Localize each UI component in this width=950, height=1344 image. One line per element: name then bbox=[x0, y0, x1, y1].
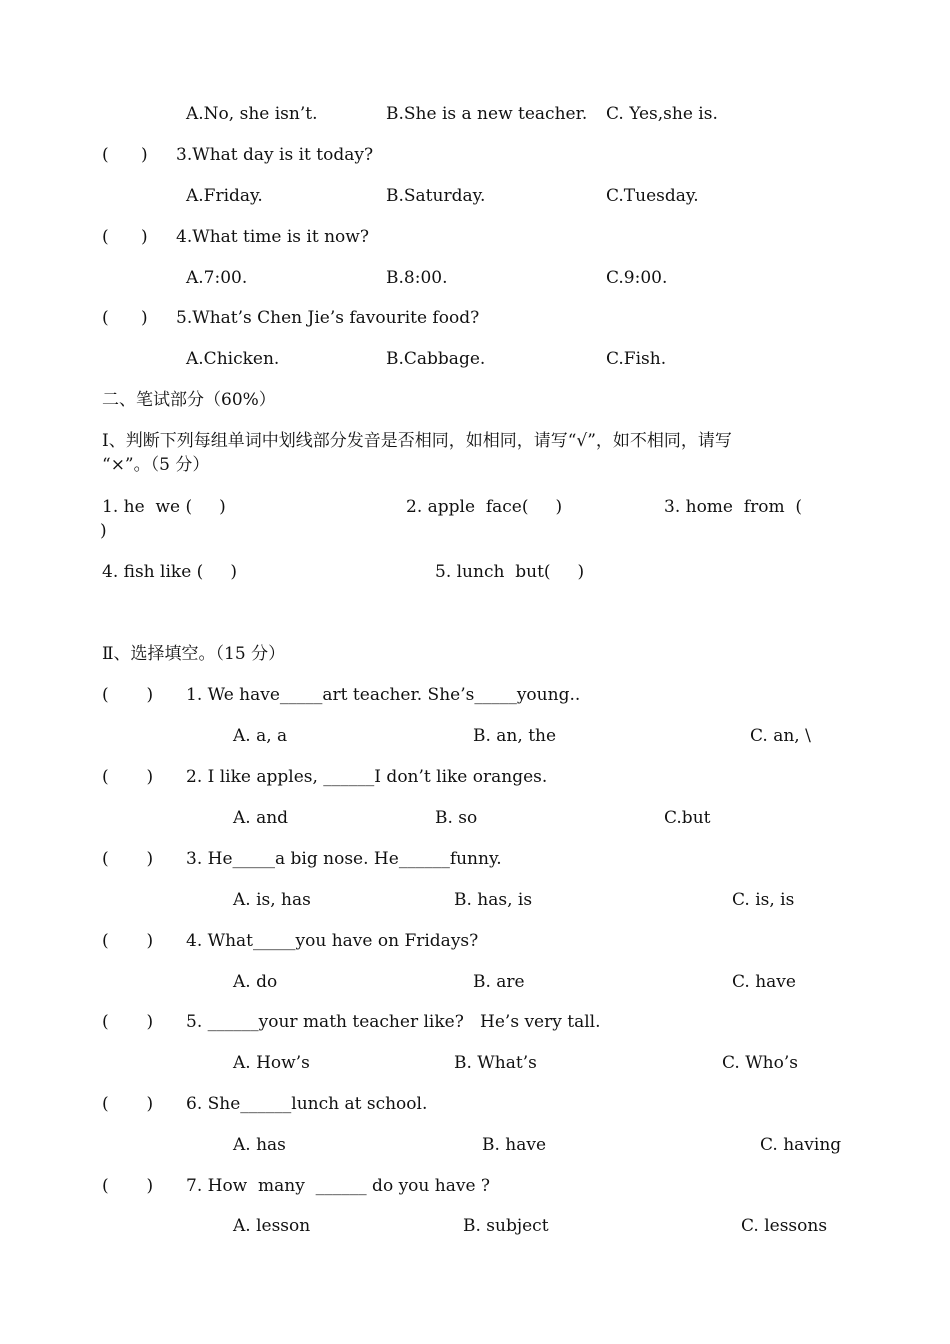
l-q2-option-a: A.No, she isn’t. bbox=[186, 104, 318, 124]
part1-item-4: 4. fish like ( ) bbox=[102, 562, 237, 582]
p2-q5-paren: ( ) bbox=[102, 1012, 154, 1032]
l-q4-option-a: A.7:00. bbox=[186, 268, 248, 288]
p2-q2-paren: ( ) bbox=[102, 767, 154, 787]
l-q2-option-b: B.She is a new teacher. bbox=[386, 104, 588, 124]
l-q3-option-a: A.Friday. bbox=[186, 186, 263, 206]
p2-q4-paren: ( ) bbox=[102, 931, 154, 951]
p2-q3-option-c: C. is, is bbox=[732, 890, 795, 910]
p2-q7-option-b: B. subject bbox=[463, 1216, 549, 1236]
p2-q7-question: 7. How many ______ do you have ? bbox=[186, 1176, 491, 1196]
l-q4-paren: ( ) bbox=[102, 227, 148, 247]
part1-item-2: 2. apple face( ) bbox=[406, 497, 563, 517]
written-section-heading: 二、笔试部分（60%） bbox=[102, 390, 276, 410]
l-q5-paren: ( ) bbox=[102, 308, 148, 328]
p2-q3-option-a: A. is, has bbox=[233, 890, 311, 910]
part1-item-5: 5. lunch but( ) bbox=[435, 562, 585, 582]
l-q3-option-c: C.Tuesday. bbox=[606, 186, 699, 206]
p2-q2-question: 2. I like apples, ______I don’t like oranges. bbox=[186, 767, 548, 787]
l-q4-question: 4.What time is it now? bbox=[176, 227, 369, 247]
p2-q2-option-a: A. and bbox=[233, 808, 289, 828]
p2-q4-option-b: B. are bbox=[473, 972, 525, 992]
p2-q3-paren: ( ) bbox=[102, 849, 154, 869]
l-q5-option-c: C.Fish. bbox=[606, 349, 667, 369]
l-q4-option-b: B.8:00. bbox=[386, 268, 448, 288]
l-q3-option-b: B.Saturday. bbox=[386, 186, 486, 206]
l-q2-option-c: C. Yes,she is. bbox=[606, 104, 718, 124]
p2-q6-option-c: C. having bbox=[760, 1135, 842, 1155]
p2-q1-option-c: C. an, \ bbox=[750, 726, 811, 746]
part1-instruction-line2: “×”。（5 分） bbox=[102, 455, 210, 475]
p2-q6-paren: ( ) bbox=[102, 1094, 154, 1114]
p2-q5-option-a: A. How’s bbox=[233, 1053, 310, 1073]
l-q5-option-a: A.Chicken. bbox=[186, 349, 280, 369]
part1-item-3-close: ) bbox=[100, 521, 107, 541]
p2-q5-option-c: C. Who’s bbox=[722, 1053, 798, 1073]
p2-q6-option-b: B. have bbox=[482, 1135, 547, 1155]
part1-item-3: 3. home from ( bbox=[664, 497, 803, 517]
part2-heading: Ⅱ、选择填空。（15 分） bbox=[102, 644, 286, 664]
p2-q1-question: 1. We have_____art teacher. She’s_____young.. bbox=[186, 685, 581, 705]
l-q5-question: 5.What’s Chen Jie’s favourite food? bbox=[176, 308, 480, 328]
p2-q2-option-c: C.but bbox=[664, 808, 711, 828]
p2-q2-option-b: B. so bbox=[435, 808, 478, 828]
l-q5-option-b: B.Cabbage. bbox=[386, 349, 486, 369]
p2-q4-question: 4. What_____you have on Fridays? bbox=[186, 931, 479, 951]
p2-q1-option-a: A. a, a bbox=[233, 726, 288, 746]
l-q3-question: 3.What day is it today? bbox=[176, 145, 374, 165]
p2-q5-option-b: B. What’s bbox=[454, 1053, 537, 1073]
l-q3-paren: ( ) bbox=[102, 145, 148, 165]
p2-q7-paren: ( ) bbox=[102, 1176, 154, 1196]
l-q4-option-c: C.9:00. bbox=[606, 268, 668, 288]
p2-q7-option-c: C. lessons bbox=[741, 1216, 828, 1236]
p2-q1-paren: ( ) bbox=[102, 685, 154, 705]
part1-item-1: 1. he we ( ) bbox=[102, 497, 226, 517]
p2-q6-option-a: A. has bbox=[233, 1135, 286, 1155]
p2-q6-question: 6. She______lunch at school. bbox=[186, 1094, 428, 1114]
p2-q5-question: 5. ______your math teacher like? He’s very tall. bbox=[186, 1012, 601, 1032]
p2-q3-option-b: B. has, is bbox=[454, 890, 533, 910]
p2-q1-option-b: B. an, the bbox=[473, 726, 557, 746]
p2-q4-option-c: C. have bbox=[732, 972, 796, 992]
p2-q3-question: 3. He_____a big nose. He______funny. bbox=[186, 849, 502, 869]
part1-instruction-line1: Ⅰ、判断下列每组单词中划线部分发音是否相同，如相同，请写“√”，如不相同，请写 bbox=[102, 431, 732, 451]
p2-q7-option-a: A. lesson bbox=[233, 1216, 311, 1236]
p2-q4-option-a: A. do bbox=[233, 972, 278, 992]
